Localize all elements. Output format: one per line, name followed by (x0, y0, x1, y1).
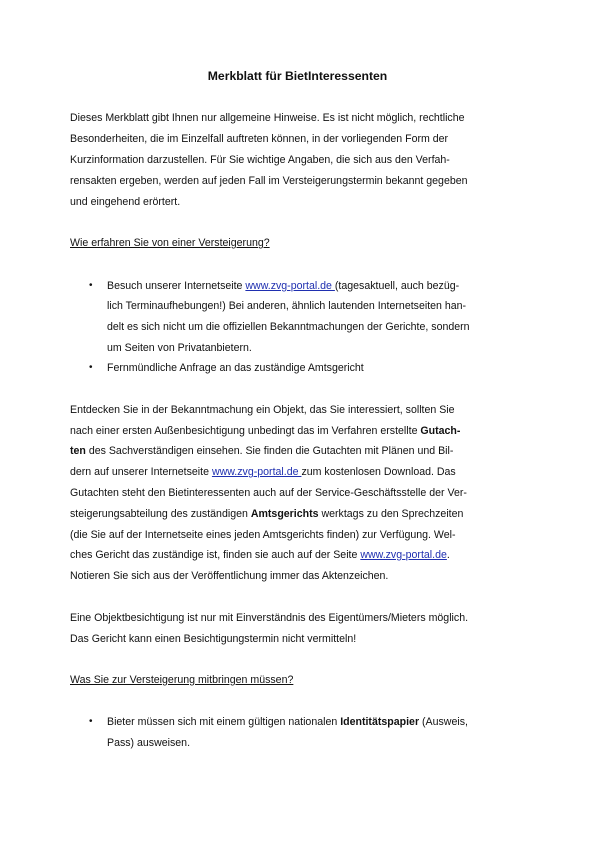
intro-line-2: Besonderheiten, die im Einzelfall auftreten können, in der vorliegenden Form der (70, 133, 449, 145)
bullet-1-text-end: (tagesaktuell, auch bezüg- (334, 280, 460, 292)
bullet-1-line-1 (107, 279, 459, 293)
intro-line-4: rensakten ergeben, werden auf jeden Fall im Versteigerungstermin bekannt gegeben (70, 175, 468, 187)
para3-line-1: Eine Objektbesichtigung ist nur mit Einverständnis des Eigentümers/Mieters möglich. (70, 612, 469, 624)
intro-line-3: Kurzinformation darzustellen. Für Sie wichtige Angaben, die sich aus den Verfah- (70, 154, 450, 166)
para2-line-9: Notieren Sie sich aus der Veröffentlichung immer das Aktenzeichen. (70, 570, 389, 582)
bullet-1-line-2: lich Terminaufhebungen!) Bei anderen, ähnlich lautenden Internetseiten han- (107, 300, 467, 312)
para2-line-6-text-start: steigerungsabteilung des zuständigen (70, 508, 251, 520)
para2-line-4 (70, 465, 456, 479)
bullet-1-line-3: delt es sich nicht um die offiziellen Bekanntmachungen der Gerichte, sondern (107, 321, 470, 333)
para2-line-8-text: ches Gericht das zuständige ist, finden sie auch auf der Seite (70, 549, 361, 561)
bring-bullet-text-start: Bieter müssen sich mit einem gültigen nationalen (107, 716, 341, 728)
gutachten-bold-start: Gutach- (420, 425, 461, 437)
para2-line-7: (die Sie auf der Internetseite eines jeden Amtsgerichts finden) zur Verfügung. Wel- (70, 529, 456, 541)
bullet-1-line-4: um Seiten von Privatanbietern. (107, 342, 252, 354)
para3-line-2: Das Gericht kann einen Besichtigungstermin nicht vermitteln! (70, 633, 357, 645)
bring-bullet-line-2: Pass) ausweisen. (107, 737, 191, 749)
para2-line-8 (70, 548, 450, 562)
zvg-portal-link-2[interactable]: www.zvg-portal.de (211, 466, 302, 478)
gutachten-bold-end: ten (70, 445, 86, 457)
intro-line-1: Dieses Merkblatt gibt Ihnen nur allgemeine Hinweise. Es ist nicht möglich, rechtliche (70, 112, 465, 124)
para2-line-3-text: des Sachverständigen einsehen. Sie finden die Gutachten mit Plänen und Bil- (85, 445, 454, 457)
para2-line-1: Entdecken Sie in der Bekanntmachung ein Objekt, das Sie interessiert, sollten Sie (70, 404, 455, 416)
bring-bullet-line-1 (107, 715, 468, 729)
bring-bullet-text-end: (Ausweis, (419, 716, 468, 728)
para2-line-2-text: nach einer ersten Außenbesichtigung unbedingt das im Verfahren erstellte (70, 425, 421, 437)
zvg-portal-link-1[interactable]: www.zvg-portal.de (245, 280, 335, 292)
para2-line-2 (70, 424, 460, 438)
para2-line-6-text-end: werktags zu den Sprechzeiten (318, 508, 464, 520)
para2-line-6 (70, 507, 463, 521)
para2-line-3 (70, 444, 453, 458)
bullet-marker: • (89, 280, 93, 291)
bullet-marker: • (89, 362, 93, 373)
zvg-portal-link-3[interactable]: www.zvg-portal.de (360, 549, 447, 561)
para2-line-5: Gutachten steht den Bietinteressenten auch auf der Service-Geschäftsstelle der Ver- (70, 487, 467, 499)
bullet-marker: • (89, 716, 93, 727)
page-title: Merkblatt für BietInteressenten (207, 69, 388, 83)
bullet-2-line-1: Fernmündliche Anfrage an das zuständige Amtsgericht (107, 362, 364, 374)
para2-line-4-text-end: zum kostenlosen Download. Das (301, 466, 456, 478)
section-heading-how-to-learn: Wie erfahren Sie von einer Versteigerung? (70, 237, 270, 249)
bullet-1-text-start: Besuch unserer Internetseite (107, 280, 246, 292)
intro-line-5: und eingehend erörtert. (70, 196, 181, 208)
amtsgerichts-bold: Amtsgerichts (250, 508, 319, 520)
identitaetspapier-bold: Identitätspapier (340, 716, 420, 728)
para2-line-8-period: . (446, 549, 450, 561)
para2-line-4-text-start: dern auf unserer Internetseite (70, 466, 212, 478)
section-heading-what-to-bring: Was Sie zur Versteigerung mitbringen müssen? (70, 674, 294, 686)
